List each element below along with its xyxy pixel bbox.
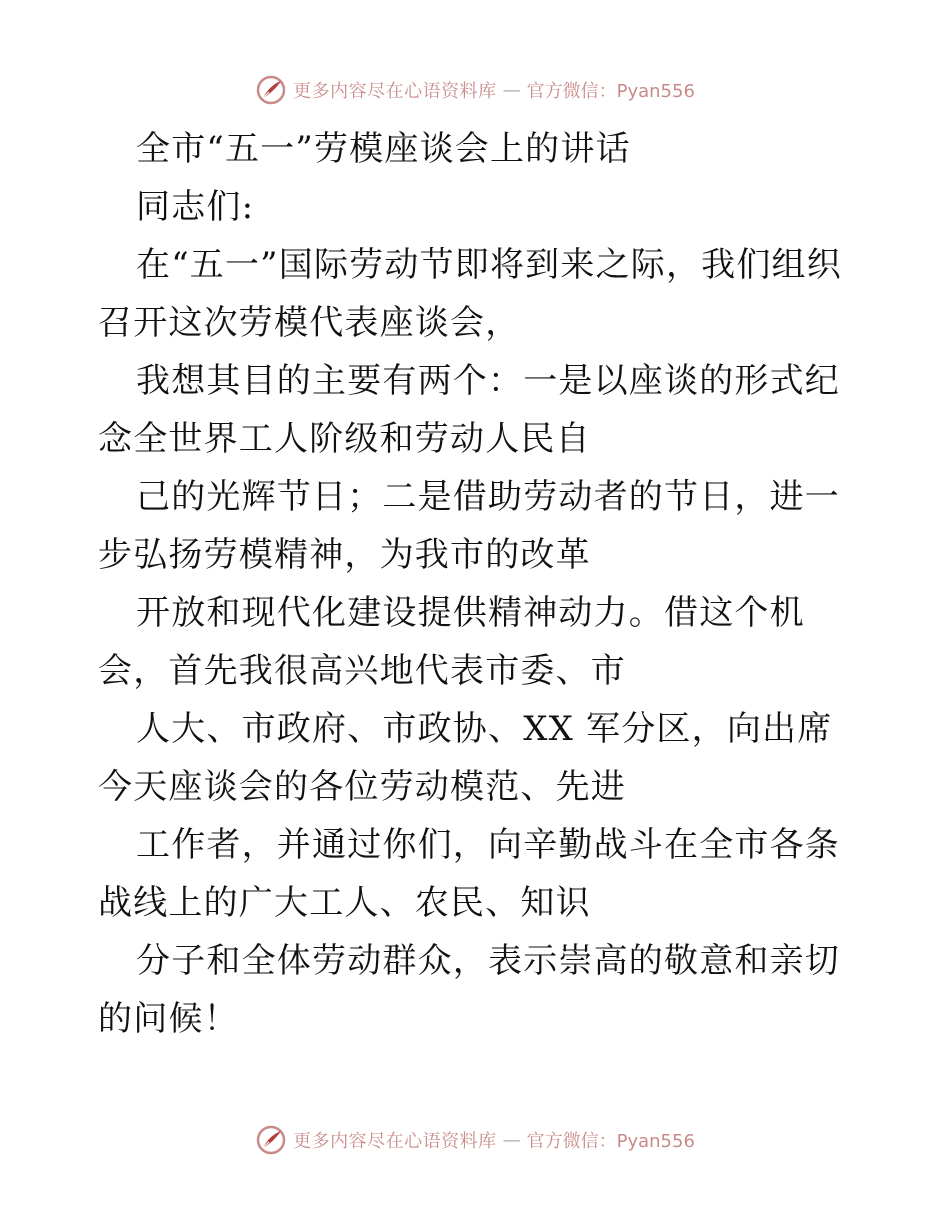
paragraph: 在“五一”国际劳动节即将到来之际，我们组织召开这次劳模代表座谈会， — [98, 245, 842, 343]
document-body — [98, 120, 858, 1048]
paragraph: 我想其目的主要有两个：一是以座谈的形式纪念全世界工人阶级和劳动人民自 — [98, 361, 840, 459]
feather-pen-icon — [255, 1124, 287, 1156]
watermark-brand: 更多内容尽在心语资料库 — [293, 1131, 497, 1152]
document-salutation: 同志们: — [136, 187, 255, 227]
header-watermark — [0, 73, 950, 107]
paragraph: 工作者，并通过你们，向辛勤战斗在全市各条战线上的广大工人、农民、知识 — [98, 825, 840, 923]
document-title: 全市“五一”劳模座谈会上的讲话 — [136, 129, 631, 169]
watermark-separator: — — [502, 79, 521, 101]
watermark-contact: 官方微信：Pyan556 — [526, 1131, 695, 1152]
feather-pen-icon — [255, 74, 287, 106]
watermark-brand: 更多内容尽在心语资料库 — [293, 81, 497, 102]
paragraph: 人大、市政府、市政协、XX 军分区，向出席今天座谈会的各位劳动模范、先进 — [98, 709, 833, 807]
paragraph: 分子和全体劳动群众，表示崇高的敬意和亲切的问候！ — [98, 941, 840, 1039]
footer-watermark — [0, 1123, 950, 1157]
paragraph: 开放和现代化建设提供精神动力。借这个机会，首先我很高兴地代表市委、市 — [98, 593, 805, 691]
paragraph: 己的光辉节日；二是借助劳动者的节日，进一步弘扬劳模精神，为我市的改革 — [98, 477, 840, 575]
watermark-separator: — — [502, 1129, 521, 1151]
watermark-contact: 官方微信：Pyan556 — [526, 81, 695, 102]
